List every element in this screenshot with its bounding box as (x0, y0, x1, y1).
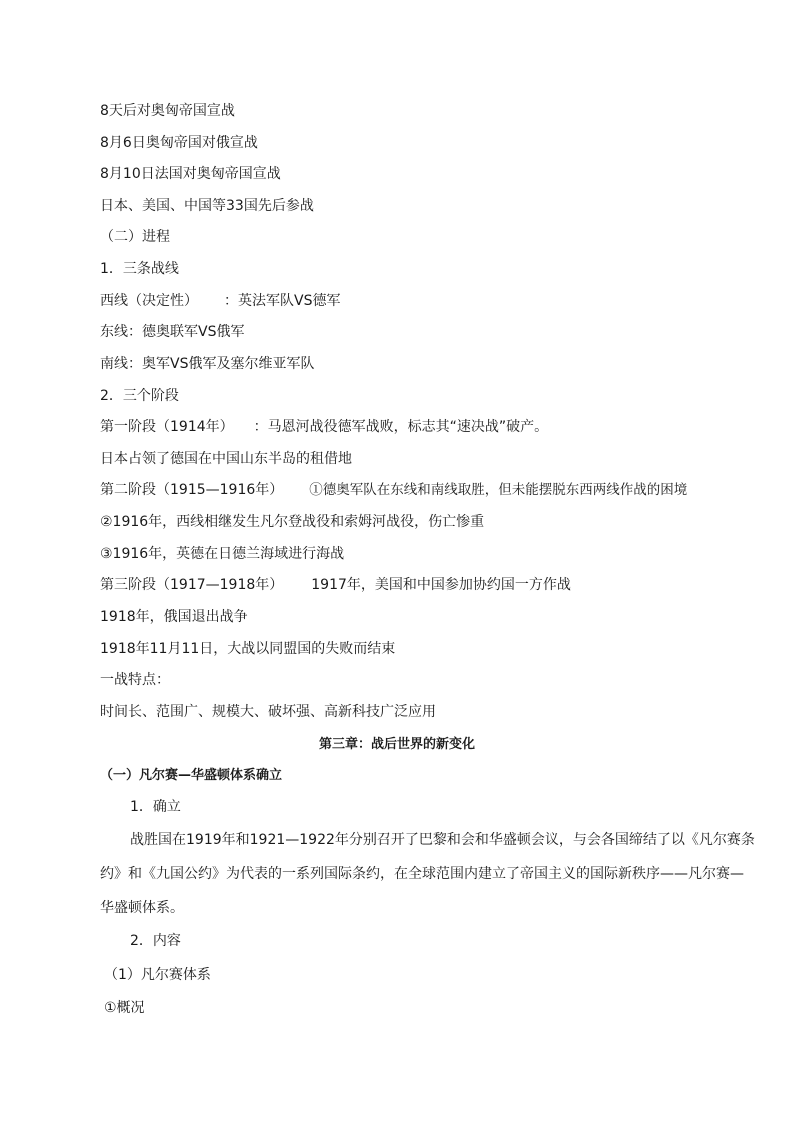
subheading: 1．三条战线 (100, 261, 179, 277)
text-line: 8天后对奥匈帝国宣战 (100, 103, 235, 119)
stage-description: ①德奥军队在东线和南线取胜，但未能摆脱东西两线作战的困境 (309, 482, 688, 498)
stage-label: 第二阶段（1915—1916年） (100, 482, 284, 498)
text-line (100, 575, 571, 595)
stage-label: 第一阶段（1914年） (100, 419, 234, 435)
text-line (100, 291, 340, 311)
text-line: 日本占领了德国在中国山东半岛的租借地 (100, 451, 352, 467)
text-line: 日本、美国、中国等33国先后参战 (100, 198, 314, 214)
text-line: ①概况 (104, 1000, 145, 1016)
text-line (100, 417, 548, 437)
stage-description: 1917年，美国和中国参加协约国一方作战 (311, 577, 571, 593)
text-line: ②1916年，西线相继发生凡尔登战役和索姆河战役，伤亡惨重 (100, 514, 485, 530)
stage-description: ：马恩河战役德军战败，标志其“速决战”破产。 (253, 419, 549, 435)
text-line: 8月6日奥匈帝国对俄宣战 (100, 135, 258, 151)
text-line: 时间长、范围广、规模大、破坏强、高新科技广泛应用 (100, 704, 436, 720)
subheading: 1．确立 (130, 799, 181, 815)
front-description: ：英法军队VS德军 (224, 293, 341, 309)
text-line (100, 480, 687, 500)
text-line: ③1916年，英德在日德兰海域进行海战 (100, 546, 345, 562)
section-heading: （二）进程 (100, 229, 170, 245)
text-line: 一战特点： (100, 672, 170, 688)
section-heading: （一）凡尔赛—华盛顿体系确立 (100, 768, 283, 783)
chapter-title: 第三章：战后世界的新变化 (318, 737, 475, 752)
paragraph-line: 约》和《九国公约》为代表的一系列国际条约，在全球范围内建立了帝国主义的国际新秩序——凡尔赛— (100, 866, 744, 882)
text-line: 8月10日法国对奥匈帝国宣战 (100, 166, 281, 182)
subheading: 2．内容 (130, 933, 181, 949)
text-line: 东线：德奥联军VS俄军 (100, 324, 245, 340)
text-line: 南线：奥军VS俄军及塞尔维亚军队 (100, 356, 315, 372)
subheading: （1）凡尔赛体系 (104, 967, 211, 983)
text-line: 1918年，俄国退出战争 (100, 609, 248, 625)
stage-label: 第三阶段（1917—1918年） (100, 577, 284, 593)
subheading: 2．三个阶段 (100, 388, 179, 404)
paragraph-line: 华盛顿体系。 (100, 900, 184, 916)
front-label: 西线（决定性） (100, 293, 198, 309)
paragraph-line: 战胜国在1919年和1921—1922年分别召开了巴黎和会和华盛顿会议，与会各国缔结了以《凡尔赛条 (130, 832, 755, 848)
text-line: 1918年11月11日，大战以同盟国的失败而结束 (100, 641, 396, 657)
